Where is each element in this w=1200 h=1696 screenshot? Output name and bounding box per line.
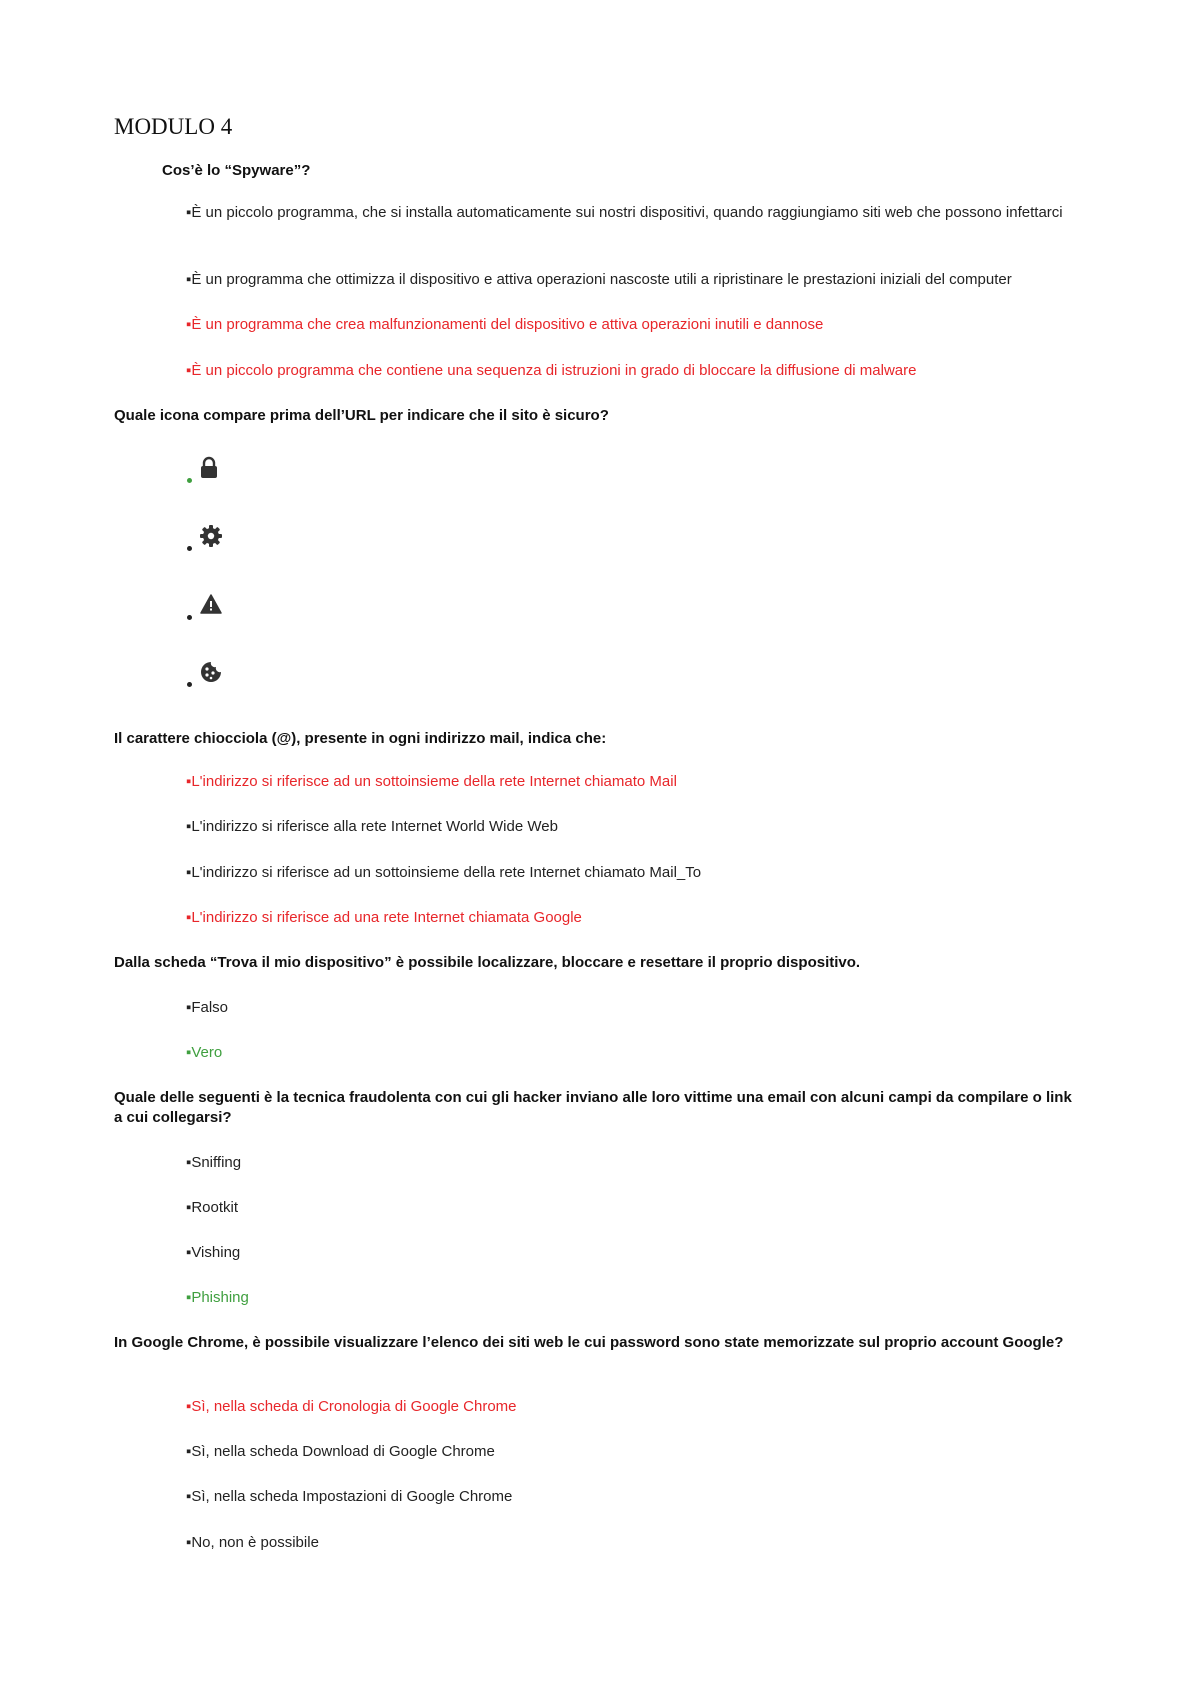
bullet: ▪ bbox=[186, 818, 192, 835]
option-1-2: ▪È un programma che ottimizza il dispositivo e attiva operazioni nascoste utili a ripristinare le prestazioni iniziali del computer bbox=[186, 271, 1012, 288]
question-5: Quale delle seguenti è la tecnica fraudolenta con cui gli hacker inviano alle loro vittime una email con alcuni campi da compilare o link a cui collegarsi? bbox=[114, 1089, 1072, 1126]
option-3-1: ▪L'indirizzo si riferisce ad un sottoinsieme della rete Internet chiamato Mail bbox=[186, 773, 677, 790]
option-6-1: ▪Sì, nella scheda di Cronologia di Google Chrome bbox=[186, 1398, 517, 1415]
option-1-4: ▪È un piccolo programma che contiene una sequenza di istruzioni in grado di bloccare la diffusione di malware bbox=[186, 362, 917, 379]
warning-icon bbox=[199, 593, 223, 615]
bullet-dot bbox=[187, 682, 192, 687]
question-1: Cos’è lo “Spyware”? bbox=[162, 162, 311, 179]
option-6-2: ▪Sì, nella scheda Download di Google Chrome bbox=[186, 1443, 495, 1460]
bullet: ▪ bbox=[186, 1488, 192, 1505]
bullet: ▪ bbox=[186, 1398, 192, 1415]
option-1-1: ▪È un piccolo programma, che si installa automaticamente sui nostri dispositivi, quando raggiungiamo siti web che possono infettarci bbox=[186, 204, 1063, 221]
bullet: ▪ bbox=[186, 773, 192, 790]
page-title: MODULO 4 bbox=[114, 114, 233, 139]
bullet: ▪ bbox=[186, 999, 192, 1016]
bullet: ▪ bbox=[186, 1044, 192, 1061]
option-5-3: ▪Vishing bbox=[186, 1244, 241, 1261]
option-5-2: ▪Rootkit bbox=[186, 1199, 239, 1216]
option-5-1: ▪Sniffing bbox=[186, 1154, 242, 1171]
bullet: ▪ bbox=[186, 1443, 192, 1460]
option-1-3: ▪È un programma che crea malfunzionamenti del dispositivo e attiva operazioni inutili e dannose bbox=[186, 316, 824, 333]
option-3-2: ▪L'indirizzo si riferisce alla rete Internet World Wide Web bbox=[186, 818, 558, 835]
icon-option-2 bbox=[186, 524, 226, 554]
cookie-icon bbox=[199, 660, 223, 684]
icon-option-1 bbox=[186, 456, 226, 486]
bullet: ▪ bbox=[186, 1199, 192, 1216]
lock-icon bbox=[199, 456, 219, 480]
icon-option-4 bbox=[186, 660, 226, 690]
option-4-2: ▪Vero bbox=[186, 1044, 223, 1061]
bullet: ▪ bbox=[186, 1534, 192, 1551]
bullet: ▪ bbox=[186, 909, 192, 926]
question-6: In Google Chrome, è possibile visualizzare l’elenco dei siti web le cui password sono state memorizzate sul proprio account Google? bbox=[114, 1334, 1064, 1351]
bullet-dot bbox=[187, 615, 192, 620]
bullet: ▪ bbox=[186, 1154, 192, 1171]
bullet-dot bbox=[187, 546, 192, 551]
option-3-3: ▪L'indirizzo si riferisce ad un sottoinsieme della rete Internet chiamato Mail_To bbox=[186, 864, 702, 881]
gear-icon bbox=[199, 524, 223, 548]
option-6-4: ▪No, non è possibile bbox=[186, 1534, 319, 1551]
question-4: Dalla scheda “Trova il mio dispositivo” è possibile localizzare, bloccare e resettare il proprio dispositivo. bbox=[114, 954, 861, 971]
option-3-4: ▪L'indirizzo si riferisce ad una rete Internet chiamata Google bbox=[186, 909, 582, 926]
option-6-3: ▪Sì, nella scheda Impostazioni di Google Chrome bbox=[186, 1488, 513, 1505]
question-2: Quale icona compare prima dell’URL per indicare che il sito è sicuro? bbox=[114, 407, 609, 424]
question-3: Il carattere chiocciola (@), presente in ogni indirizzo mail, indica che: bbox=[114, 730, 607, 747]
bullet-dot bbox=[187, 478, 192, 483]
bullet: ▪ bbox=[186, 864, 192, 881]
bullet: ▪ bbox=[186, 316, 192, 333]
bullet: ▪ bbox=[186, 1244, 192, 1261]
bullet: ▪ bbox=[186, 1289, 192, 1306]
bullet: ▪ bbox=[186, 204, 192, 221]
option-5-4: ▪Phishing bbox=[186, 1289, 249, 1306]
bullet: ▪ bbox=[186, 362, 192, 379]
option-4-1: ▪Falso bbox=[186, 999, 229, 1016]
icon-option-3 bbox=[186, 593, 226, 623]
bullet: ▪ bbox=[186, 271, 192, 288]
